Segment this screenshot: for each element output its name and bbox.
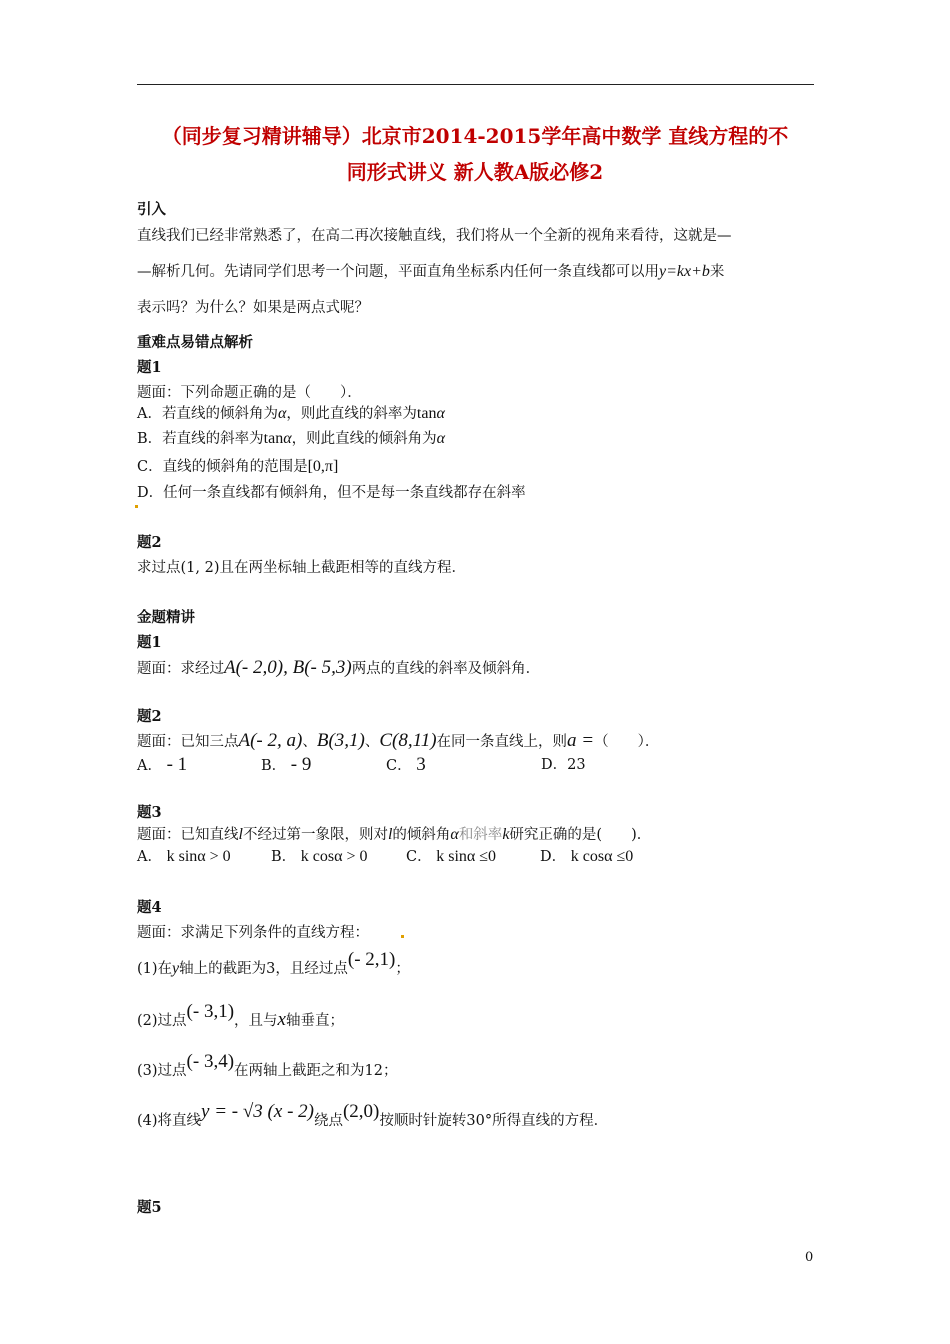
s1-q2-label: 题2 [137, 534, 162, 551]
separator: 、 [302, 734, 317, 750]
stem-text-3: 的倾斜角 [392, 827, 451, 843]
intro-line-3: 表示吗？为什么？如果是两点式呢？ [137, 300, 369, 316]
line-equation: y = - √3 (x - 2) [201, 1101, 314, 1122]
point-b: B(3,1) [316, 730, 365, 751]
option-label: D． [540, 849, 567, 865]
stem-text-2: 不经过第一象限，则对 [242, 827, 388, 843]
option-value: k cosα > 0 [300, 848, 368, 865]
s2-q3-label: 题3 [137, 804, 162, 821]
stem-text: 题面：已知三点 [137, 734, 239, 750]
s2-q2-option-d: D．23 [541, 757, 586, 773]
intro-line-1: 直线我们已经非常熟悉了，在高二再次接触直线，我们将从一个全新的视角来看待，这就是— [137, 228, 732, 244]
cond-text: (2)过点 [137, 1013, 187, 1029]
s2-q2-label: 题2 [137, 708, 162, 725]
separator: 、 [364, 734, 380, 750]
s2-q2-option-a [137, 755, 187, 776]
option-b-text: B．若直线的斜率为 [137, 431, 264, 447]
intro-line-2 [137, 262, 724, 282]
point-c: C(8,11) [379, 730, 437, 751]
s2-q3-option-b [271, 847, 368, 867]
intro-line-2-end: 来 [709, 264, 725, 280]
title-line-2: 同形式讲义 新人教A版必修2 [346, 160, 604, 184]
intro-line-2-text: —解析几何。先请同学们思考一个问题，平面直角坐标系内任何一条直线都可以用 [137, 264, 659, 280]
s1-q1-option-a [137, 404, 445, 424]
tan-symbol: tan [263, 430, 284, 447]
s2-q4-condition-4 [137, 1101, 609, 1131]
option-value: 3 [416, 754, 426, 775]
cond-text-2: 轴上的截距为3，且经过点 [179, 961, 348, 977]
annotation-mark [135, 505, 138, 508]
intro-heading: 引入 [137, 201, 166, 218]
tan-symbol: tan [416, 405, 437, 422]
s1-q2-stem: 求过点(1, 2)且在两坐标轴上截距相等的直线方程． [137, 560, 466, 576]
cond-text-2: 在两轴上截距之和为12； [234, 1063, 398, 1079]
option-b-text-2: ，则此直线的倾斜角为 [291, 431, 437, 447]
section1-heading: 重难点易错点解析 [137, 334, 253, 351]
s2-q2-option-b [261, 755, 311, 776]
cond-text-3: ； [395, 961, 410, 977]
stem-text-3: （ ）． [594, 734, 660, 750]
point-formula: (- 3,4) [186, 1051, 235, 1072]
s1-q1-stem: 题面：下列命题正确的是（ ）． [137, 385, 362, 401]
s2-q1-label: 题1 [137, 634, 162, 651]
cond-text-2: 绕点 [313, 1113, 343, 1129]
title-line-1: （同步复习精讲辅导）北京市2014-2015学年高中数学 直线方程的不 [161, 124, 789, 148]
option-label: B． [261, 758, 287, 774]
option-value: - 9 [290, 754, 312, 775]
document-title [130, 118, 820, 190]
stem-text: 题面：已知直线 [137, 827, 239, 843]
s2-q3-option-c [406, 847, 496, 867]
line-symbol: l [387, 826, 393, 843]
stem-text-5: 研究正确的是( )． [509, 827, 652, 843]
option-label: A． [137, 758, 162, 774]
annotation-mark [401, 935, 404, 938]
line-symbol: l [238, 826, 243, 843]
s2-q3-option-a [137, 847, 231, 867]
s2-q4-condition-2 [137, 1001, 344, 1031]
option-a-text: A．若直线的倾斜角为 [137, 406, 278, 422]
y-symbol: y [172, 960, 180, 977]
option-value: k sinα > 0 [166, 848, 231, 865]
cond-text-3: 轴垂直； [285, 1013, 344, 1029]
cond-text: (4)将直线 [137, 1113, 202, 1129]
option-label: C． [406, 849, 432, 865]
point-formula: (- 3,1) [186, 1001, 235, 1022]
s2-q5-label: 题5 [137, 1199, 162, 1216]
s2-q2-option-c [386, 755, 426, 776]
point-formula: (- 2,1) [347, 949, 396, 970]
cond-text: (3)过点 [137, 1063, 187, 1079]
option-label: C． [386, 758, 412, 774]
option-a-text-2: ，则此直线的斜率为 [286, 406, 417, 422]
equation-a: a = [567, 730, 595, 751]
stem-text: 题面：求经过 [137, 661, 224, 677]
s1-q1-option-b [137, 429, 445, 449]
page-number: 0 [805, 1250, 814, 1265]
s2-q4-label: 题4 [137, 899, 162, 916]
option-label: B． [271, 849, 297, 865]
x-symbol: x [277, 1009, 286, 1030]
range-formula: [0,π] [307, 458, 339, 475]
alpha-symbol: α [450, 826, 459, 843]
alpha-symbol: α [283, 430, 292, 447]
s2-q4-stem: 题面：求满足下列条件的直线方程： [137, 925, 369, 941]
s1-q1-option-c [137, 457, 338, 477]
s2-q3-stem [137, 825, 651, 845]
option-value: - 1 [166, 754, 188, 775]
s2-q4-condition-1 [137, 949, 410, 979]
cond-text-2: ，且与 [234, 1013, 278, 1029]
cond-text-3: 按顺时针旋转30°所得直线的方程． [379, 1113, 609, 1129]
s2-q2-stem [137, 731, 659, 752]
section2-heading: 金题精讲 [137, 609, 195, 626]
stem-text-2: 在同一条直线上，则 [436, 734, 568, 750]
option-value: k sinα ≤0 [436, 848, 497, 865]
slope-symbol: k [502, 826, 510, 843]
s1-q1-option-d: D．任何一条直线都有倾斜角，但不是每一条直线都存在斜率 [137, 485, 526, 501]
intro-formula: y=kx+b [659, 263, 710, 280]
option-c-text: C．直线的倾斜角的范围是 [137, 459, 308, 475]
header-rule [137, 84, 814, 85]
stem-text-2: 两点的直线的斜率及倾斜角． [351, 661, 541, 677]
s2-q1-stem [137, 658, 540, 679]
alpha-symbol: α [277, 405, 287, 422]
alpha-symbol: α [436, 430, 446, 447]
point-a: A(- 2, a) [238, 730, 303, 751]
option-value: k cosα ≤0 [570, 848, 634, 865]
point-formula: (2,0) [342, 1101, 380, 1122]
alpha-symbol: α [436, 405, 445, 422]
option-label: A． [137, 849, 162, 865]
s2-q3-option-d [540, 847, 633, 867]
s2-q4-condition-3 [137, 1051, 398, 1081]
points-formula: A(- 2,0), B(- 5,3) [224, 657, 352, 678]
s1-q1-label: 题1 [137, 359, 162, 376]
cond-text: (1)在 [137, 961, 173, 977]
stem-text-4: 和斜率 [458, 827, 503, 843]
